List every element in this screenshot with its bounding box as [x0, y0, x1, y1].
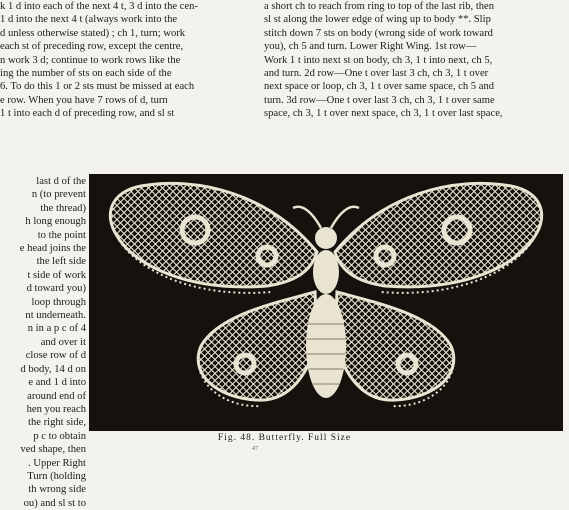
left-column-wrapped-line: hen you reach	[26, 403, 86, 415]
left-column-wrapped-line: the right side,	[28, 417, 86, 429]
right-column-line: a short ch to reach from ring to top of the last rib, then	[264, 1, 495, 12]
right-column-line: you), ch 5 and turn. Lower Right Wing. 1st row—	[264, 41, 477, 53]
right-column-line: space, ch 3, 1 t over next space, ch 3, 1 t over last space,	[264, 108, 503, 120]
right-column-line: and turn. 2d row—One t over last 3 ch, ch 3, 1 t over	[264, 68, 489, 80]
left-column-wrapped-line: e and 1 d into	[28, 377, 86, 389]
left-column-wrapped-line: d body, 14 d on	[20, 363, 86, 375]
left-column-wrapped-line: d toward you)	[26, 283, 86, 295]
left-column-wrapped-line: the left side	[36, 256, 86, 268]
figure-caption: Fig. 48. Butterfly. Full Size	[217, 433, 352, 443]
upper-left-wing	[110, 183, 317, 286]
left-column-wrapped-line: loop through	[31, 296, 86, 308]
right-column-line: next space or loop, ch 3, 1 t over same space, ch 5 and	[264, 81, 495, 93]
lower-left-wing	[198, 292, 317, 400]
left-column-wrapped-line: . Upper Right	[28, 457, 86, 469]
left-column-wrapped-line: th wrong side	[28, 484, 86, 496]
left-column-wrapped-line: nt underneath.	[25, 310, 86, 322]
left-column-line: 1 d into the next 4 t (always work into the	[0, 14, 178, 26]
butterfly-figure	[89, 174, 563, 431]
right-column-line: Work 1 t into next st on body, ch 3, 1 t into next, ch 5,	[264, 54, 493, 66]
left-column-line: e row. When you have 7 rows of d, turn	[0, 94, 168, 106]
left-column-wrapped-line: Turn (holding	[27, 470, 86, 482]
left-column-wrapped-line: t side of work	[27, 269, 86, 281]
left-column-line: each st of preceding row, except the centre,	[0, 41, 184, 53]
right-column-line: stitch down 7 sts on body (wrong side of work toward	[264, 27, 493, 39]
left-column-wrapped-line: p c to obtain	[33, 430, 86, 442]
left-column-line: ing the number of sts on each side of the	[0, 68, 172, 80]
left-column-wrapped-line: n (to prevent	[31, 189, 86, 201]
upper-right-wing	[335, 183, 542, 286]
lower-right-wing	[335, 292, 454, 400]
right-column-line: turn. 3d row—One t over last 3 ch, ch 3, 1 t over same	[264, 94, 495, 106]
right-column-text	[264, 0, 566, 121]
left-column-line: d unless otherwise stated) ; ch 1, turn; work	[0, 27, 186, 39]
left-column-wrapped-line: close row of d	[25, 350, 86, 362]
left-column-wrapped-line: ved shape, then	[20, 444, 86, 456]
left-column-wrapped-line: n in a p c of 4	[27, 323, 86, 335]
antennae	[293, 207, 359, 228]
left-column-text	[0, 0, 258, 121]
left-column-line: 1 t into each d of preceding row, and sl st	[0, 108, 175, 120]
left-column-wrapped-line: the thread)	[40, 202, 86, 214]
left-column-wrapped-line: ou) and sl st to	[23, 497, 86, 509]
left-column-wrapped-line: to the point	[37, 229, 86, 241]
left-column-wrapped-text	[0, 175, 86, 510]
left-column-wrapped-line: e head joins the	[19, 243, 86, 255]
butterfly-lace-image	[89, 174, 563, 431]
left-column-wrapped-line: last d of the	[36, 176, 86, 187]
left-column-wrapped-line: and over it	[40, 336, 86, 348]
left-column-wrapped-line: h long enough	[25, 216, 86, 228]
left-column-line: k 1 d into each of the next 4 t, 3 d into the cen-	[0, 1, 198, 12]
left-column-wrapped-line: around end of	[27, 390, 86, 402]
left-column-line: 6. To do this 1 or 2 sts must be missed at each	[0, 81, 195, 93]
left-column-line: n work 3 d; continue to work rows like the	[0, 54, 181, 66]
page-number: 47	[252, 446, 258, 452]
right-column-line: sl st along the lower edge of wing up to body **. Slip	[264, 14, 491, 26]
